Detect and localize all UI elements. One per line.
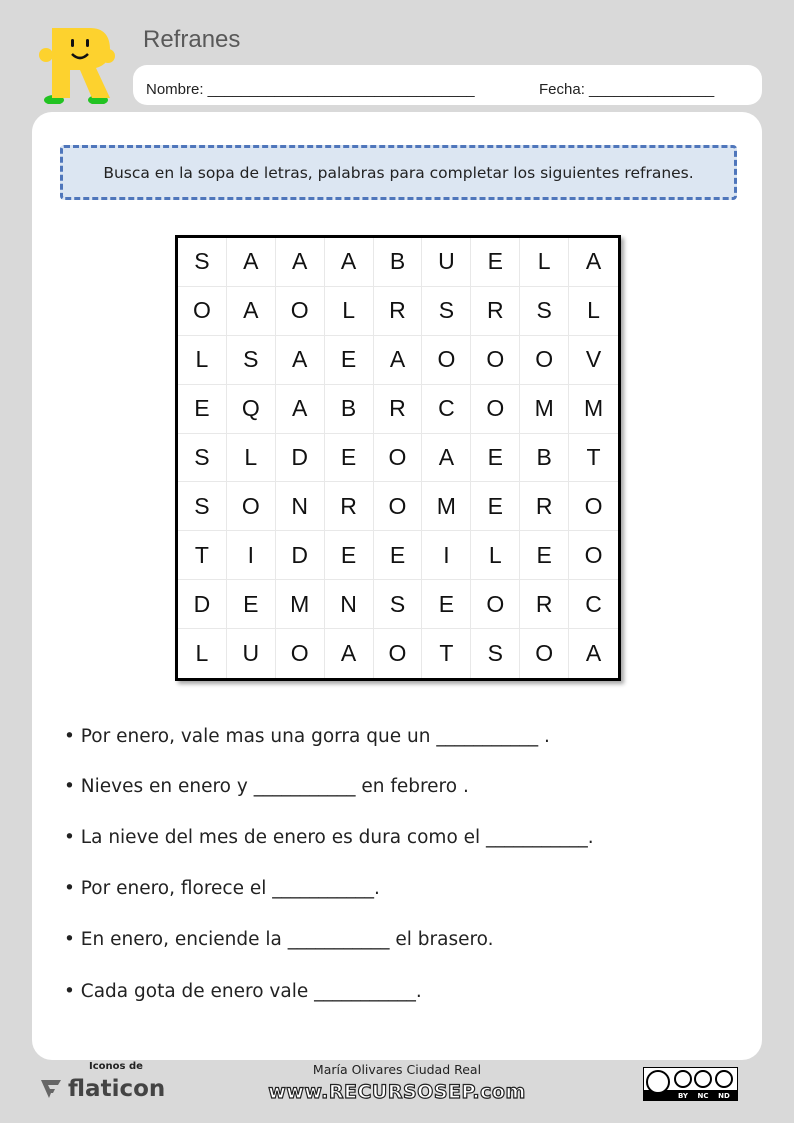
nd-icon: [716, 1071, 732, 1087]
grid-cell[interactable]: O: [422, 336, 471, 385]
grid-cell[interactable]: E: [374, 531, 423, 580]
grid-cell[interactable]: A: [276, 385, 325, 434]
grid-cell[interactable]: C: [569, 580, 618, 629]
grid-cell[interactable]: E: [325, 336, 374, 385]
date-field[interactable]: Fecha: _______________: [539, 81, 715, 98]
grid-cell[interactable]: B: [325, 385, 374, 434]
grid-cell[interactable]: A: [227, 287, 276, 336]
grid-cell[interactable]: E: [471, 238, 520, 287]
grid-cell[interactable]: R: [374, 385, 423, 434]
grid-cell[interactable]: U: [227, 629, 276, 678]
grid-cell[interactable]: T: [422, 629, 471, 678]
grid-cell[interactable]: O: [471, 385, 520, 434]
icons-credit: Iconos de: [89, 1061, 143, 1072]
grid-cell[interactable]: S: [471, 629, 520, 678]
grid-cell[interactable]: L: [520, 238, 569, 287]
grid-cell[interactable]: R: [471, 287, 520, 336]
grid-cell[interactable]: O: [569, 482, 618, 531]
proverb-sentence: • La nieve del mes de enero es dura como el ___________.: [64, 827, 594, 848]
grid-cell[interactable]: M: [520, 385, 569, 434]
grid-cell[interactable]: R: [325, 482, 374, 531]
grid-cell[interactable]: A: [227, 238, 276, 287]
grid-cell[interactable]: L: [325, 287, 374, 336]
grid-cell[interactable]: M: [422, 482, 471, 531]
proverb-sentence: • Nieves en enero y ___________ en febrero .: [64, 776, 469, 797]
grid-cell[interactable]: A: [276, 336, 325, 385]
grid-cell[interactable]: A: [585, 640, 602, 667]
grid-cell[interactable]: C: [422, 385, 471, 434]
grid-cell[interactable]: O: [374, 629, 423, 678]
grid-cell[interactable]: S: [178, 482, 227, 531]
grid-cell[interactable]: O: [520, 336, 569, 385]
logo-r-mascot: [30, 22, 125, 104]
grid-cell[interactable]: O: [569, 531, 618, 580]
flaticon-brand: flaticon: [68, 1076, 166, 1102]
grid-cell[interactable]: D: [276, 531, 325, 580]
grid-cell[interactable]: E: [325, 531, 374, 580]
grid-cell[interactable]: N: [276, 482, 325, 531]
grid-cell[interactable]: S: [178, 434, 227, 483]
grid-cell[interactable]: A: [276, 238, 325, 287]
grid-cell[interactable]: I: [422, 531, 471, 580]
grid-cell[interactable]: E: [178, 385, 227, 434]
license-by: BY: [677, 1092, 689, 1100]
website-link[interactable]: www.RECURSOSEP.com: [268, 1081, 526, 1103]
grid-cell[interactable]: N: [325, 580, 374, 629]
grid-cell[interactable]: S: [227, 336, 276, 385]
grid-cell[interactable]: V: [569, 336, 618, 385]
grid-cell[interactable]: R: [520, 580, 569, 629]
proverb-sentence: • Cada gota de enero vale ___________.: [64, 981, 422, 1002]
grid-cell[interactable]: I: [227, 531, 276, 580]
proverb-sentence: • En enero, enciende la ___________ el brasero.: [64, 929, 494, 950]
grid-cell[interactable]: A: [569, 238, 618, 287]
grid-cell[interactable]: S: [520, 287, 569, 336]
instruction-box: [60, 145, 737, 200]
grid-cell[interactable]: A: [422, 434, 471, 483]
grid-cell[interactable]: T: [569, 434, 618, 483]
grid-cell[interactable]: E: [227, 580, 276, 629]
grid-cell[interactable]: O: [227, 482, 276, 531]
grid-cell[interactable]: L: [178, 336, 227, 385]
grid-cell[interactable]: D: [178, 580, 227, 629]
grid-cell[interactable]: E: [325, 434, 374, 483]
grid-cell[interactable]: O: [374, 434, 423, 483]
grid-cell[interactable]: T: [178, 531, 227, 580]
grid-cell[interactable]: E: [422, 580, 471, 629]
by-icon: [675, 1071, 691, 1087]
grid-cell[interactable]: O: [471, 580, 520, 629]
proverb-sentence: • Por enero, vale mas una gorra que un ___________ .: [64, 726, 550, 747]
license-nd: ND: [718, 1092, 730, 1100]
instruction-text: Busca en la sopa de letras, palabras para completar los siguientes refranes.: [103, 163, 694, 182]
name-date-bar: [133, 65, 762, 105]
word-search-grid: [175, 235, 621, 681]
grid-cell[interactable]: R: [520, 482, 569, 531]
grid-cell[interactable]: S: [374, 580, 423, 629]
grid-cell[interactable]: O: [276, 629, 325, 678]
page-title: Refranes: [143, 26, 241, 53]
grid-cell[interactable]: E: [471, 434, 520, 483]
author-credit: María Olivares Ciudad Real: [312, 1062, 482, 1077]
grid-cell[interactable]: S: [178, 238, 227, 287]
grid-cell[interactable]: A: [325, 629, 374, 678]
grid-cell[interactable]: L: [471, 531, 520, 580]
grid-cell[interactable]: A: [374, 336, 423, 385]
grid-cell[interactable]: L: [227, 434, 276, 483]
grid-cell[interactable]: Q: [227, 385, 276, 434]
grid-cell[interactable]: M: [276, 580, 325, 629]
grid-cell[interactable]: D: [276, 434, 325, 483]
grid-cell[interactable]: U: [422, 238, 471, 287]
grid-cell[interactable]: B: [520, 434, 569, 483]
grid-cell[interactable]: O: [520, 629, 569, 678]
nc-icon: [695, 1071, 711, 1087]
grid-cell[interactable]: B: [374, 238, 423, 287]
grid-cell[interactable]: O: [471, 336, 520, 385]
grid-cell[interactable]: M: [569, 385, 618, 434]
grid-cell[interactable]: O: [178, 287, 227, 336]
cc-license-badge: [643, 1067, 738, 1101]
proverb-sentence: • Por enero, florece el ___________.: [64, 878, 380, 899]
grid-cell[interactable]: O: [374, 482, 423, 531]
cc-icon: [647, 1071, 669, 1093]
name-field[interactable]: Nombre: ________________________________: [146, 81, 475, 98]
grid-cell[interactable]: L: [569, 287, 618, 336]
grid-cell[interactable]: R: [374, 287, 423, 336]
grid-cell[interactable]: L: [178, 629, 227, 678]
license-nc: NC: [697, 1092, 709, 1100]
grid-cell[interactable]: S: [422, 287, 471, 336]
grid-cell[interactable]: E: [471, 482, 520, 531]
grid-cell[interactable]: E: [520, 531, 569, 580]
grid-cell[interactable]: A: [325, 238, 374, 287]
grid-cell[interactable]: O: [276, 287, 325, 336]
